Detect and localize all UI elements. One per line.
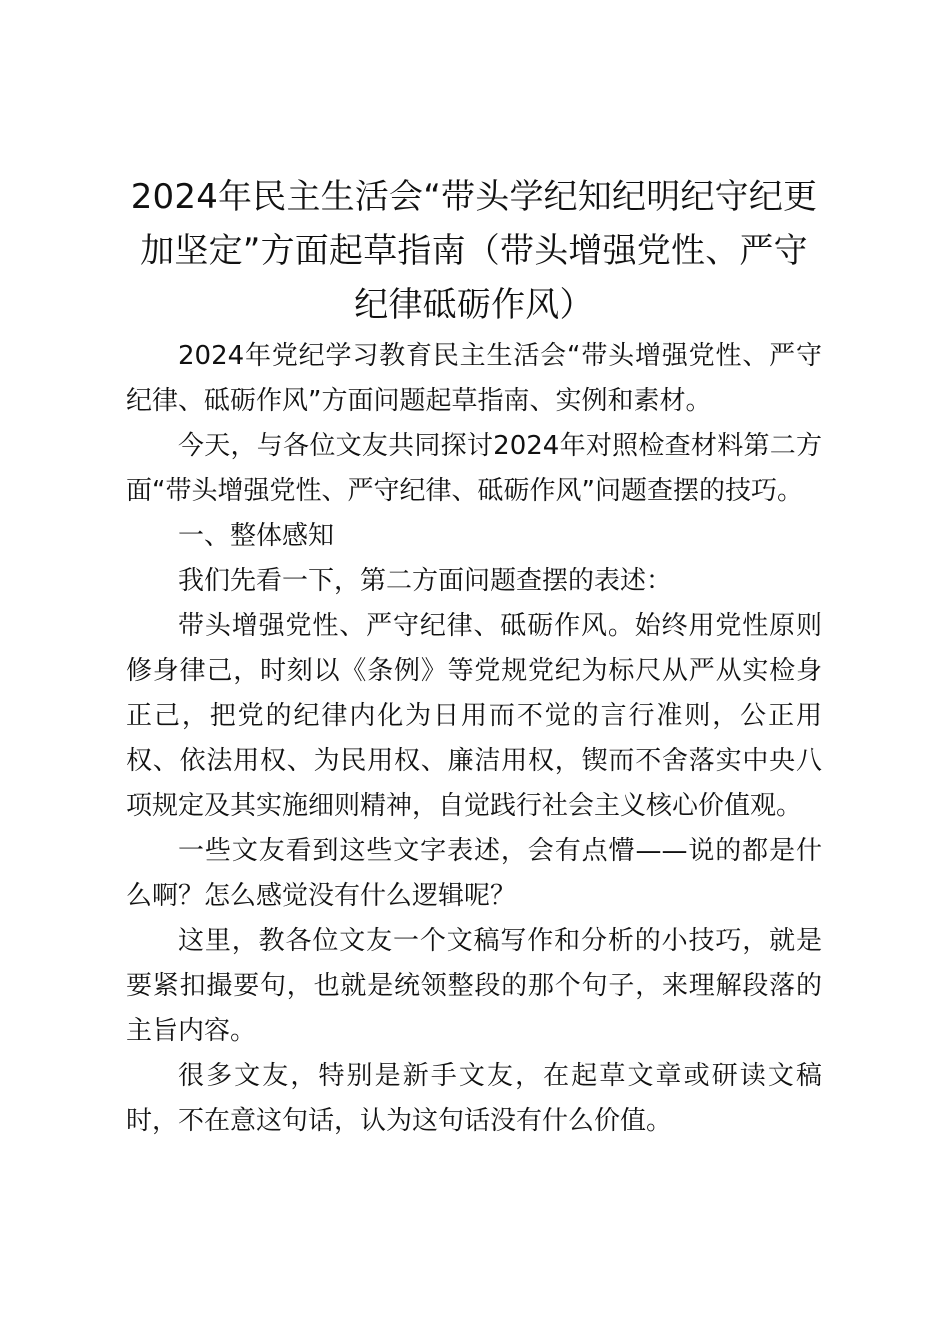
- section-heading-overall: 一、整体感知: [178, 521, 335, 551]
- document-page: [126, 170, 822, 1144]
- paragraph-many-friends: 很多文友，特别是新手文友，在起草文章或研读文稿时，不在意这句话，认为这句话没有什么价值。: [126, 1061, 822, 1136]
- paragraph-look-first: 我们先看一下，第二方面问题查摆的表述：: [178, 566, 673, 596]
- paragraph-tip: 这里，教各位文友一个文稿写作和分析的小技巧，就是要紧扣撮要句，也就是统领整段的那个句子，来理解段落的主旨内容。: [126, 926, 822, 1046]
- paragraph-requirement: 带头增强党性、严守纪律、砥砺作风。始终用党性原则修身律己，时刻以《条例》等党规党纪为标尺从严从实检身正己，把党的纪律内化为日用而不觉的言行准则，公正用权、依法用权、为民用权、廉洁用权，锲而不舍落实中央八项规定及其实施细则精神，自觉践行社会主义核心价值观。: [126, 611, 822, 821]
- paragraph-today: 今天，与各位文友共同探讨2024年对照检查材料第二方面“带头增强党性、严守纪律、砥砺作风”问题查摆的技巧。: [126, 431, 822, 506]
- paragraph-intro: 2024年党纪学习教育民主生活会“带头增强党性、严守纪律、砥砺作风”方面问题起草指南、实例和素材。: [126, 341, 822, 416]
- paragraph-confusion: 一些文友看到这些文字表述，会有点懵——说的都是什么啊？怎么感觉没有什么逻辑呢？: [126, 836, 822, 911]
- document-title: 2024年民主生活会“带头学纪知纪明纪守纪更加坚定”方面起草指南（带头增强党性、严守纪律砥砺作风）: [130, 177, 818, 325]
